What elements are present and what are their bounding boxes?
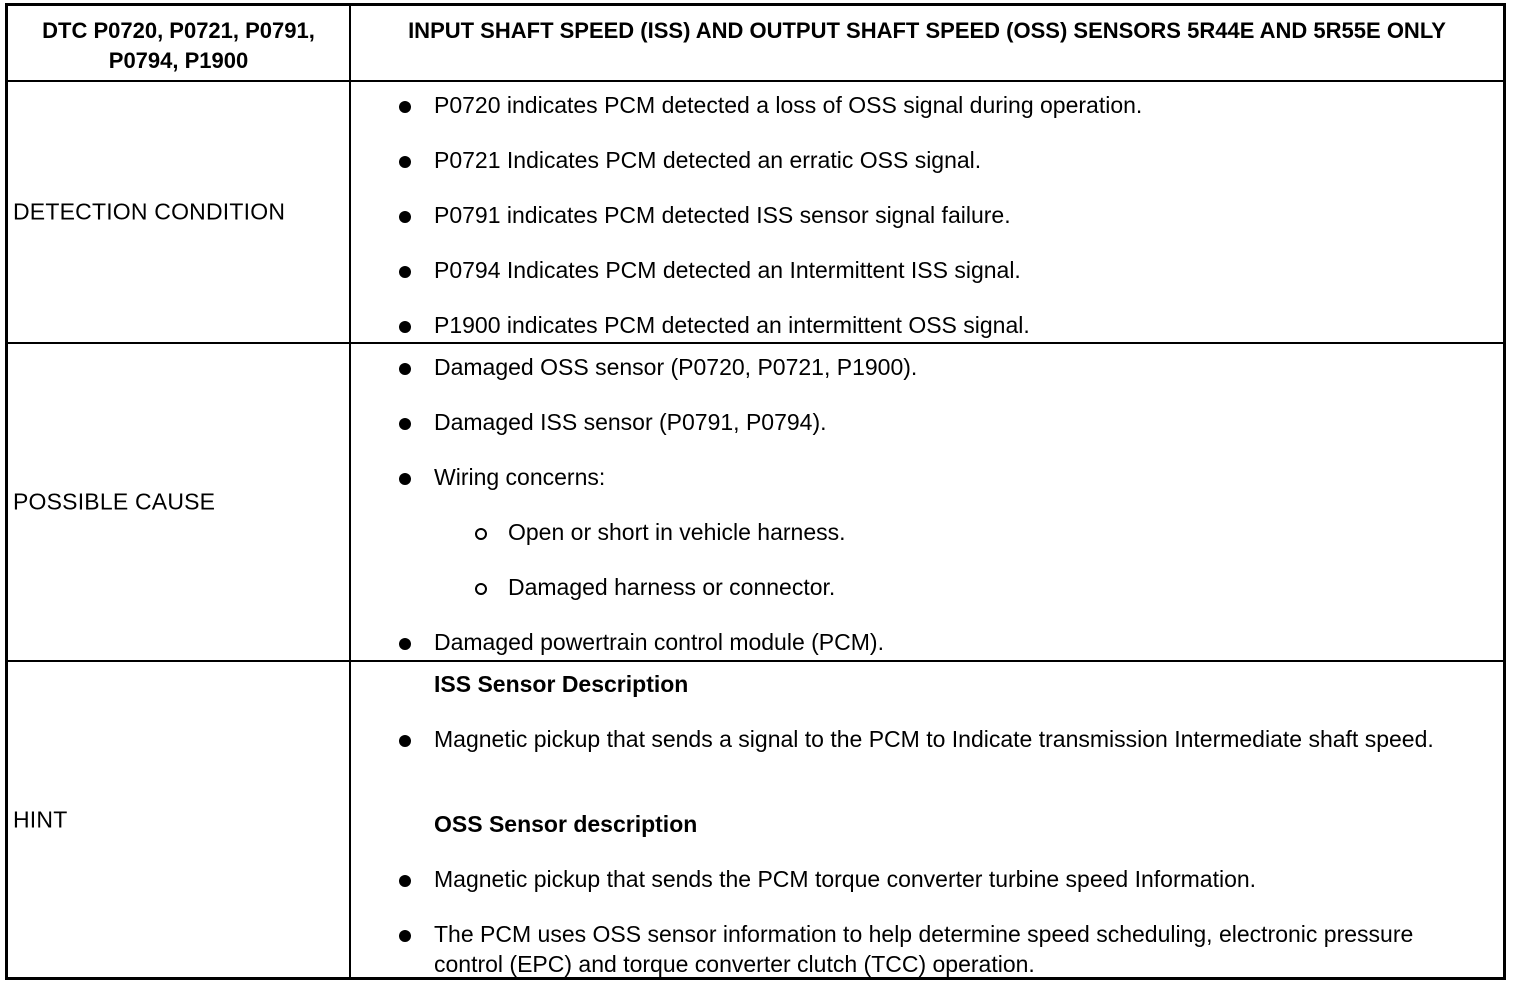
bullet-icon [399, 363, 411, 375]
hint-row [8, 662, 1503, 977]
list-item-text: Magnetic pickup that sends a signal to the PCM to Indicate transmission Intermediate shaft speed. [434, 726, 1434, 752]
bullet-icon [399, 266, 411, 278]
oss-heading-text: OSS Sensor description [434, 811, 698, 837]
bullet-icon [399, 638, 411, 650]
bullet-icon [399, 875, 411, 887]
bullet-icon [399, 156, 411, 168]
possible-cause-row [8, 344, 1503, 662]
sub-list-item-text: Open or short in vehicle harness. [508, 519, 846, 545]
sub-list-item-text: Damaged harness or connector. [508, 574, 836, 600]
list-item-text: The PCM uses OSS sensor information to help determine speed scheduling, electronic pressure control (EPC) and torque converter clutch (TCC) operation. [434, 921, 1414, 977]
table-header-row [8, 6, 1503, 82]
list-item-text: Damaged ISS sensor (P0791, P0794). [434, 409, 827, 435]
list-item-text: P0791 indicates PCM detected ISS sensor signal failure. [434, 202, 1011, 228]
list-item-text: Magnetic pickup that sends the PCM torque converter turbine speed Information. [434, 866, 1257, 892]
header-left-cell [8, 6, 351, 80]
detection-content-cell [351, 82, 1503, 342]
list-item-text: Wiring concerns: [434, 464, 606, 490]
bullet-icon [399, 101, 411, 113]
detection-label-cell [8, 82, 351, 342]
header-right-cell [351, 6, 1503, 80]
bullet-icon [399, 473, 411, 485]
bullet-icon [399, 930, 411, 942]
list-item-text: P0794 Indicates PCM detected an Intermittent ISS signal. [434, 257, 1021, 283]
hint-content-cell [351, 662, 1503, 977]
hollow-bullet-icon [475, 528, 487, 540]
iss-heading-text: ISS Sensor Description [434, 671, 689, 697]
list-item-text: P1900 indicates PCM detected an intermittent OSS signal. [434, 312, 1030, 338]
hint-label-cell [8, 662, 351, 977]
cause-content-cell [351, 344, 1503, 660]
cause-label-cell [8, 344, 351, 660]
detection-condition-row [8, 82, 1503, 344]
dtc-codes-heading: DTC P0720, P0721, P0791, P0794, P1900 [42, 18, 315, 73]
list-item-text: P0720 indicates PCM detected a loss of OSS signal during operation. [434, 92, 1143, 118]
detection-condition-label: DETECTION CONDITION [13, 198, 286, 225]
dtc-table [5, 3, 1506, 980]
possible-cause-label: POSSIBLE CAUSE [13, 488, 216, 515]
list-item-text: Damaged OSS sensor (P0720, P0721, P1900). [434, 354, 918, 380]
hint-label: HINT [13, 806, 68, 832]
bullet-icon [399, 418, 411, 430]
bullet-icon [399, 321, 411, 333]
list-item-text: Damaged powertrain control module (PCM). [434, 629, 884, 655]
bullet-icon [399, 735, 411, 747]
bullet-icon [399, 211, 411, 223]
hollow-bullet-icon [475, 583, 487, 595]
list-item-text: P0721 Indicates PCM detected an erratic OSS signal. [434, 147, 982, 173]
table-title: INPUT SHAFT SPEED (ISS) AND OUTPUT SHAFT SPEED (OSS) SENSORS 5R44E AND 5R55E ONLY [408, 18, 1446, 43]
